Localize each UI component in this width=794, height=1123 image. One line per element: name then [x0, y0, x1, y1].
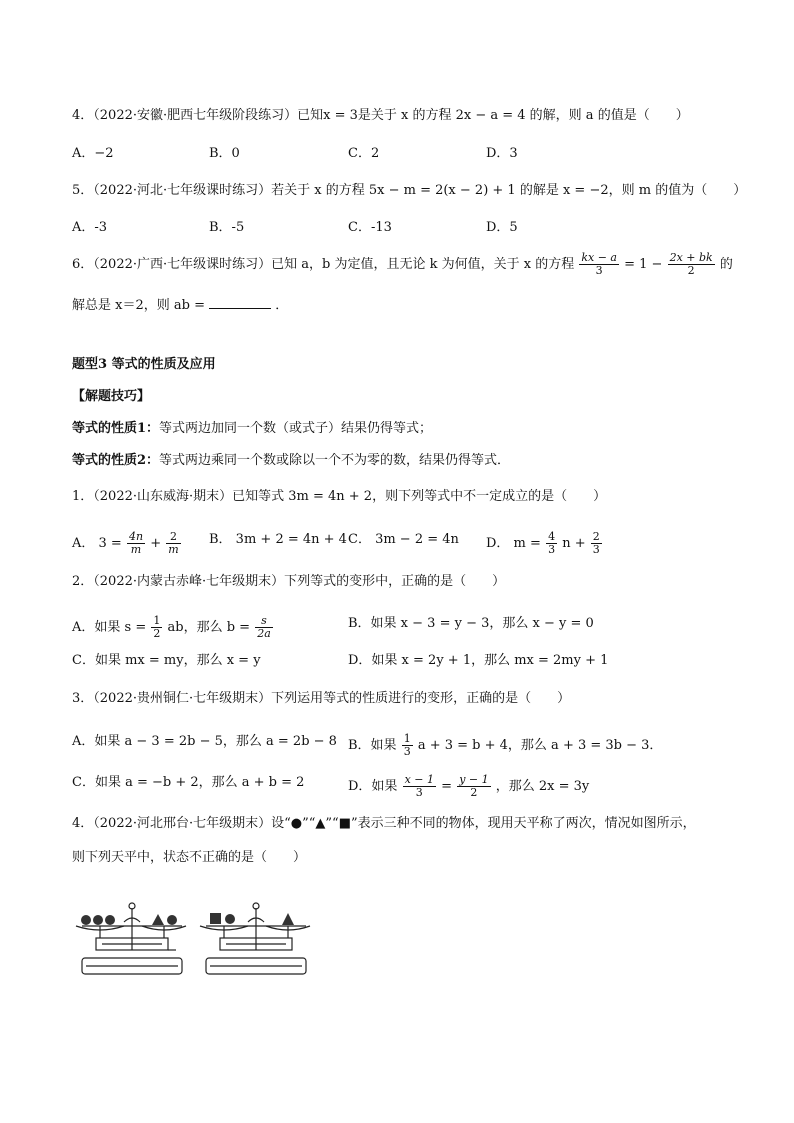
- q1b-d-fraction-1: $\frac{4}{3}$: [548, 530, 556, 556]
- q6a-fraction-2: $\frac{2x + bk}{2}$: [669, 251, 713, 277]
- property-1: 等式的性质1：等式两边加同一个数（或式子）结果仍得等式；: [72, 421, 433, 436]
- q4a-option-a: A．−2: [72, 146, 114, 161]
- q1b-d-fraction-2: $\frac{2}{3}$: [592, 530, 600, 556]
- balance-scales-illustration: [72, 900, 312, 980]
- q3b-option-b: B．如果 $\frac{1}{3}$ a + 3 = b + 4，那么 a + 3 = 3b − 3．: [348, 732, 663, 758]
- q1b-a-fraction-2: $\frac{2}{m}$: [168, 530, 179, 556]
- square-object-icon: [210, 913, 221, 924]
- q2b-a-fraction-1: $\frac{1}{2}$: [153, 614, 161, 640]
- q1b-option-d: D． m = $\frac{4}{3}$ n + $\frac{2}{3}$: [486, 530, 600, 556]
- q3b-b-fraction: $\frac{1}{3}$: [403, 732, 411, 758]
- q5a-option-c: C．-13: [348, 220, 392, 235]
- circle-object-icon: [225, 914, 235, 924]
- circle-object-icon: [167, 915, 177, 925]
- question-3b-stem: 3．（2022·贵州铜仁·七年级期末）下列运用等式的性质进行的变形，正确的是（ ）: [72, 691, 571, 706]
- q6a-mid: = 1 −: [624, 257, 663, 272]
- circle-object-icon: [105, 915, 115, 925]
- q1b-option-b: B． 3m + 2 = 4n + 4: [209, 532, 347, 547]
- question-6a-line1: [72, 252, 733, 277]
- balance-scale-1: [76, 903, 186, 974]
- circle-object-icon: [93, 915, 103, 925]
- q3b-option-d: D．如果 $\frac{x - 1}{3}$ = $\frac{y - 1}{2}$ ，那么 2x = 3y: [348, 773, 590, 799]
- q2b-a-fraction-2: $\frac{s}{2a}$: [257, 614, 271, 640]
- q2b-option-d: D．如果 x = 2y + 1，那么 mx = 2my + 1: [348, 653, 609, 668]
- q2b-option-c: C．如果 mx = my，那么 x = y: [72, 653, 261, 668]
- q1b-option-a: A． 3 = $\frac{4n}{m}$ + $\frac{2}{m}$: [72, 530, 179, 556]
- q6a-fraction-1: $\frac{kx - a}{3}$: [581, 251, 617, 277]
- question-5a-stem: 5．（2022·河北·七年级课时练习）若关于 x 的方程 5x − m = 2(x − 2) + 1 的解是 x = −2，则 m 的值为（ ）: [72, 183, 747, 198]
- q4a-option-d: D．3: [486, 146, 518, 161]
- q1b-option-c: C． 3m − 2 = 4n: [348, 532, 459, 547]
- q3b-d-fraction-1: $\frac{x - 1}{3}$: [404, 773, 434, 799]
- triangle-object-icon: [282, 913, 294, 925]
- circle-object-icon: [81, 915, 91, 925]
- q2b-option-b: B．如果 x − 3 = y − 3，那么 x − y = 0: [348, 616, 594, 631]
- q2b-option-a: A．如果 s = $\frac{1}{2}$ ab，那么 b = $\frac{s}{2a}$: [72, 614, 271, 640]
- question-4a-stem: 4．（2022·安徽·肥西七年级阶段练习）已知x = 3是关于 x 的方程 2x − a = 4 的解，则 a 的值是（ ）: [72, 108, 689, 123]
- q1b-a-fraction-1: $\frac{4n}{m}$: [128, 530, 144, 556]
- question-2b-stem: 2．（2022·内蒙古赤峰·七年级期末）下列等式的变形中，正确的是（ ）: [72, 574, 506, 589]
- balance-figures: [72, 900, 312, 984]
- q3b-option-c: C．如果 a = −b + 2，那么 a + b = 2: [72, 775, 305, 790]
- q4a-option-b: B．0: [209, 146, 240, 161]
- q6a-stem-after: 的: [719, 257, 733, 272]
- q5a-option-a: A．-3: [72, 220, 108, 235]
- q5a-option-d: D．5: [486, 220, 518, 235]
- q4a-option-c: C．2: [348, 146, 380, 161]
- tips-title: 【解题技巧】: [72, 389, 151, 404]
- question-4b-line2: 则下列天平中，状态不正确的是（ ）: [72, 850, 307, 865]
- triangle-object-icon: [152, 914, 164, 925]
- question-1b-stem: 1．（2022·山东威海·期末）已知等式 3m = 4n + 2，则下列等式中不一定成立的是（ ）: [72, 489, 607, 504]
- question-4b-line1: 4．（2022·河北邢台·七年级期末）设“●”“▲”“■”表示三种不同的物体，现用天平称了两次，情况如图所示，: [72, 816, 696, 831]
- q3b-d-fraction-2: $\frac{y - 1}{2}$: [459, 773, 489, 799]
- q6a-stem-before: 6．（2022·广西·七年级课时练习）已知 a，b 为定值，且无论 k 为何值，关于 x 的方程: [72, 257, 575, 272]
- q5a-option-b: B．-5: [209, 220, 245, 235]
- property-2: 等式的性质2：等式两边乘同一个数或除以一个不为零的数，结果仍得等式．: [72, 453, 511, 468]
- scale-1-objects: [81, 914, 177, 925]
- q3b-option-a: A．如果 a − 3 = 2b − 5，那么 a = 2b − 8: [72, 734, 337, 749]
- answer-blank[interactable]: [209, 296, 271, 309]
- question-6a-line2: 解总是 x＝2，则 ab = ．: [72, 298, 289, 313]
- section-title: 题型3 等式的性质及应用: [72, 357, 216, 372]
